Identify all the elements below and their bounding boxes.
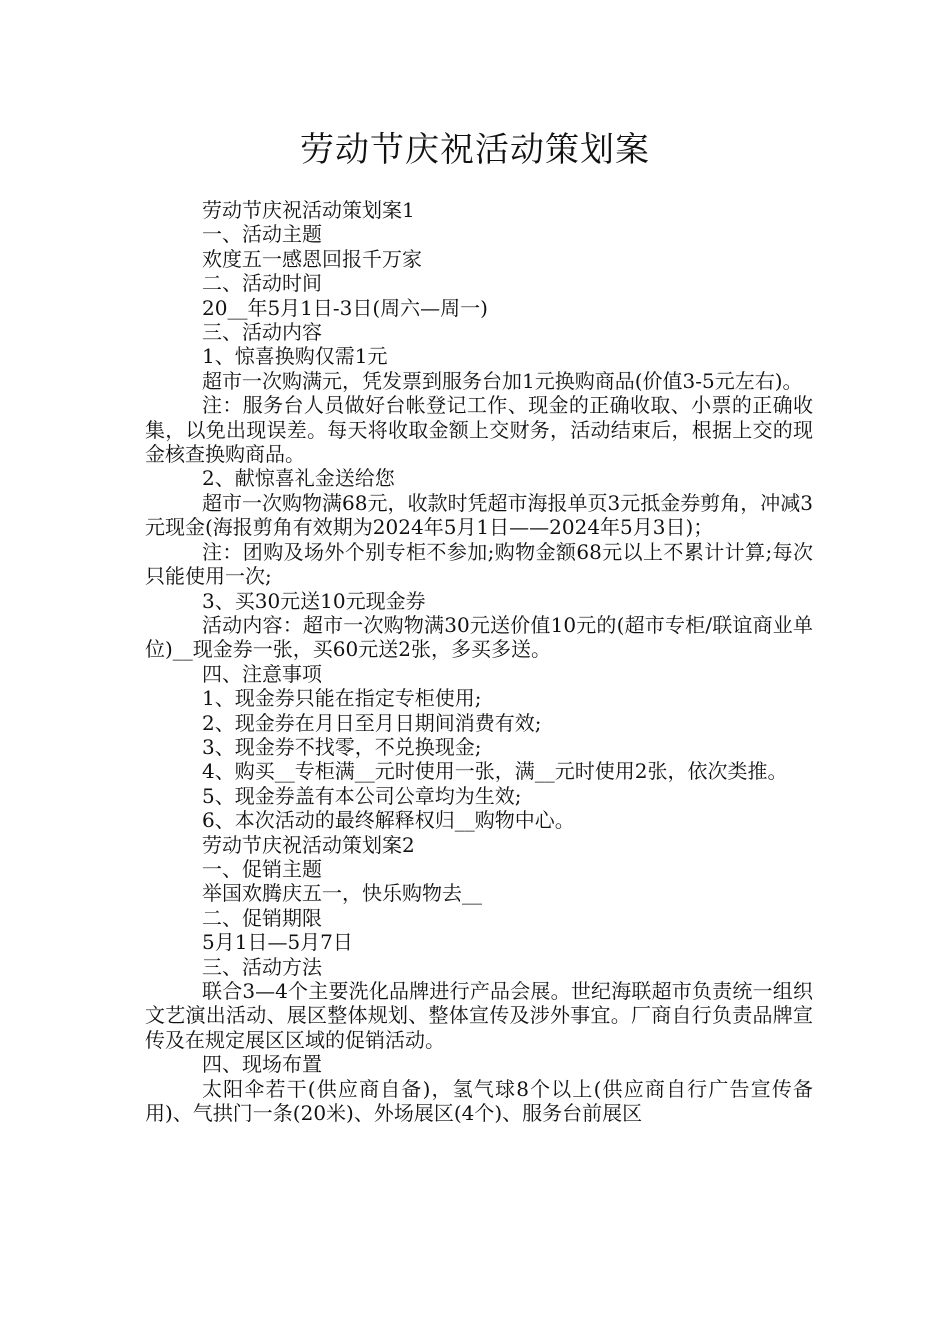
paragraph: 3、现金券不找零，不兑换现金;: [202, 734, 482, 759]
document-title: 劳动节庆祝活动策划案: [300, 130, 650, 170]
paragraph: 联合3—4个主要洗化品牌进行产品会展。世纪海联超市负责统一组织文艺演出活动、展区整体规划、整体宣传及涉外事宜。厂商自行负责品牌宣传及在规定展区区域的促销活动。: [145, 979, 813, 1052]
paragraph: 超市一次购满元，凭发票到服务台加1元换购商品(价值3-5元左右)。: [202, 368, 803, 393]
paragraph: 活动内容：超市一次购物满30元送价值10元的(超市专柜/联谊商业单位)__现金券一张，买60元送2张，多买多送。: [145, 612, 813, 662]
paragraph: 6、本次活动的最终解释权归__购物中心。: [202, 808, 575, 833]
paragraph: 三、活动方法: [202, 954, 322, 979]
paragraph: 1、惊喜换购仅需1元: [202, 344, 388, 369]
paragraph: 1、现金券只能在指定专柜使用;: [202, 686, 482, 711]
paragraph: 四、现场布置: [202, 1052, 322, 1077]
paragraph: 超市一次购物满68元，收款时凭超市海报单页3元抵金券剪角，冲减3元现金(海报剪角有效期为2024年5月1日——2024年5月3日)；: [145, 490, 813, 540]
paragraph: 20__年5月1日-3日(周六—周一): [202, 295, 488, 320]
paragraph: 注：团购及场外个别专柜不参加;购物金额68元以上不累计计算;每次只能使用一次;: [145, 539, 813, 589]
paragraph: 5、现金券盖有本公司公章均为生效;: [202, 783, 522, 808]
paragraph: 3、买30元送10元现金券: [202, 588, 426, 613]
paragraph: 二、活动时间: [202, 271, 322, 296]
paragraph: 一、活动主题: [202, 222, 322, 247]
paragraph: 太阳伞若干(供应商自备)，氢气球8个以上(供应商自行广告宣传备用)、气拱门一条(20米)、外场展区(4个)、服务台前展区: [145, 1076, 813, 1126]
paragraph: 5月1日—5月7日: [202, 930, 353, 955]
paragraph: 四、注意事项: [202, 661, 322, 686]
paragraph: 2、献惊喜礼金送给您: [202, 466, 395, 491]
paragraph: 劳动节庆祝活动策划案1: [202, 198, 415, 222]
paragraph: 一、促销主题: [202, 856, 322, 881]
paragraph: 欢度五一感恩回报千万家: [202, 246, 422, 271]
paragraph: 二、促销期限: [202, 905, 322, 930]
paragraph: 注：服务台人员做好台帐登记工作、现金的正确收取、小票的正确收集，以免出现误差。每天将收取金额上交财务，活动结束后，根据上交的现金核查换购商品。: [145, 393, 813, 467]
paragraph: 举国欢腾庆五一，快乐购物去__: [202, 881, 482, 906]
paragraph: 2、现金券在月日至月日期间消费有效;: [202, 710, 542, 735]
paragraph: 4、购买__专柜满__元时使用一张，满__元时使用2张，依次类推。: [202, 759, 788, 784]
paragraph: 劳动节庆祝活动策划案2: [202, 832, 415, 857]
paragraph: 三、活动内容: [202, 320, 322, 345]
document-body: [145, 198, 813, 1125]
